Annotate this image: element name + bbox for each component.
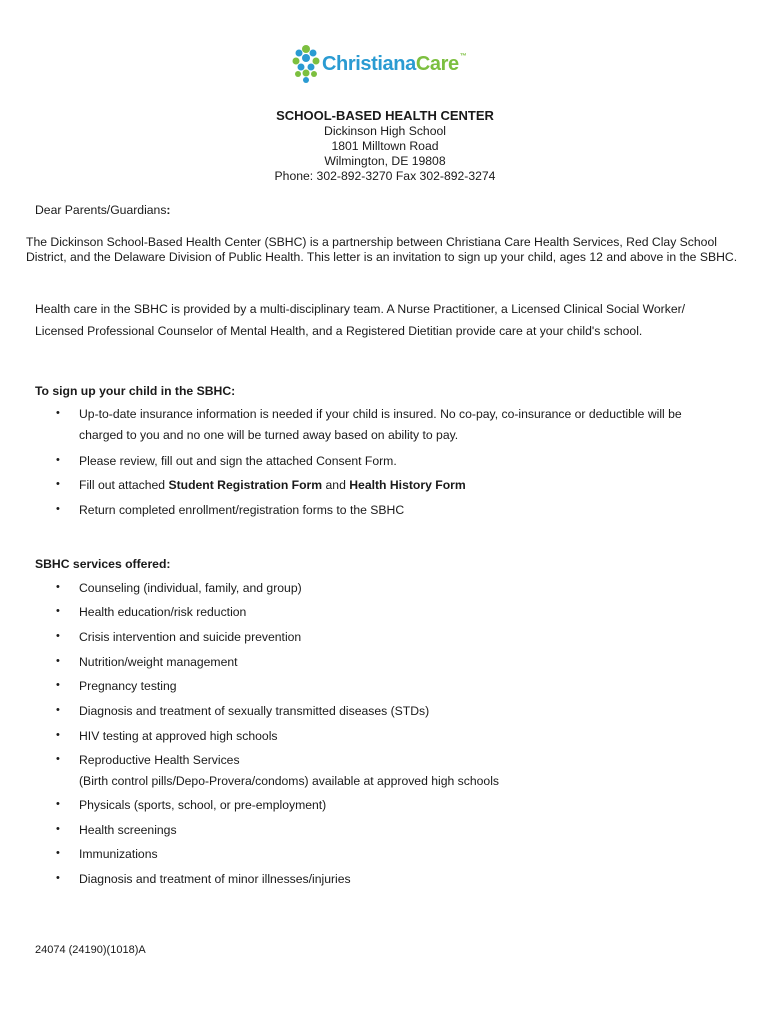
signup-item-text: Up-to-date insurance information is needed if your child is insured. No co-pay, co-insurance or deductible will be charged to you and no one will be turned away based on ability to pay.	[79, 407, 682, 442]
signup-heading: To sign up your child in the SBHC:	[35, 384, 236, 398]
student-registration-form-label: Student Registration Form	[168, 478, 323, 492]
bullet: •	[56, 478, 60, 490]
bullet: •	[56, 581, 60, 593]
signup-item-prefix: Fill out attached	[79, 478, 169, 492]
services-heading: SBHC services offered:	[35, 557, 171, 571]
signup-item-middle: and	[322, 478, 350, 492]
greeting-text: Dear Parents/Guardians	[35, 203, 167, 217]
service-item-text: Reproductive Health Services	[79, 753, 240, 767]
signup-item-text	[79, 475, 719, 496]
logo-trademark: ™	[459, 52, 467, 60]
service-item-text: Health screenings	[79, 823, 177, 837]
team-paragraph: Health care in the SBHC is provided by a multi-disciplinary team. A Nurse Practitioner, a Licensed Clinical Social Worker/ Licensed Professional Counselor of Mental Health, and a Registered Dietitian provide care at your child's school.	[35, 302, 686, 338]
logo-wordmark-part1: Christiana	[322, 52, 416, 75]
header-title: SCHOOL-BASED HEALTH CENTER	[276, 108, 494, 123]
service-item-text: Physicals (sports, school, or pre-employment)	[79, 798, 327, 812]
service-item-text: Diagnosis and treatment of minor illnesses/injuries	[79, 872, 351, 886]
service-item-text: Health education/risk reduction	[79, 605, 247, 619]
greeting-colon: :	[166, 203, 171, 217]
form-code: 24074 (24190)(1018)A	[35, 944, 146, 956]
reproductive-services-subline: (Birth control pills/Depo-Provera/condoms) available at approved high schools	[79, 774, 500, 788]
bullet: •	[56, 704, 60, 716]
logo-wordmark-part2: Care	[415, 52, 459, 75]
header-phone: Phone: 302-892-3270 Fax 302-892-3274	[274, 169, 496, 183]
logo-wordmark	[322, 53, 466, 76]
letter-header	[0, 108, 770, 184]
service-item-text: Pregnancy testing	[79, 679, 177, 693]
bullet: •	[56, 847, 60, 859]
bullet: •	[56, 823, 60, 835]
bullet: •	[56, 630, 60, 642]
header-school: Dickinson High School	[324, 124, 446, 138]
bullet: •	[56, 655, 60, 667]
bullet: •	[56, 798, 60, 810]
bullet: •	[56, 503, 60, 515]
bullet: •	[56, 729, 60, 741]
service-item-text: HIV testing at approved high schools	[79, 729, 278, 743]
christianacare-logo-icon	[292, 44, 320, 84]
header-address-line1: 1801 Milltown Road	[331, 139, 439, 153]
bullet: •	[56, 753, 60, 765]
christianacare-logo	[292, 44, 466, 84]
bullet: •	[56, 454, 60, 466]
signup-item-text: Please review, fill out and sign the attached Consent Form.	[79, 454, 397, 468]
service-item-text: Diagnosis and treatment of sexually transmitted diseases (STDs)	[79, 704, 430, 718]
service-item-text: Immunizations	[79, 847, 158, 861]
signup-item-text: Return completed enrollment/registration forms to the SBHC	[79, 503, 405, 517]
service-item-text: Counseling (individual, family, and group)	[79, 581, 302, 595]
health-history-form-label: Health History Form	[349, 478, 466, 492]
bullet: •	[56, 872, 60, 884]
service-item-text: Nutrition/weight management	[79, 655, 238, 669]
intro-paragraph: The Dickinson School-Based Health Center (SBHC) is a partnership between Christiana Care Health Services, Red Clay School District, and the Delaware Division of Public Health. This letter is an invitation to sign up your child, ages 12 and above in the SBHC.	[26, 235, 738, 264]
service-item-text: Crisis intervention and suicide prevention	[79, 630, 302, 644]
bullet: •	[56, 407, 60, 419]
greeting	[35, 203, 170, 217]
bullet: •	[56, 679, 60, 691]
bullet: •	[56, 605, 60, 617]
header-address-line2: Wilmington, DE 19808	[324, 154, 446, 168]
